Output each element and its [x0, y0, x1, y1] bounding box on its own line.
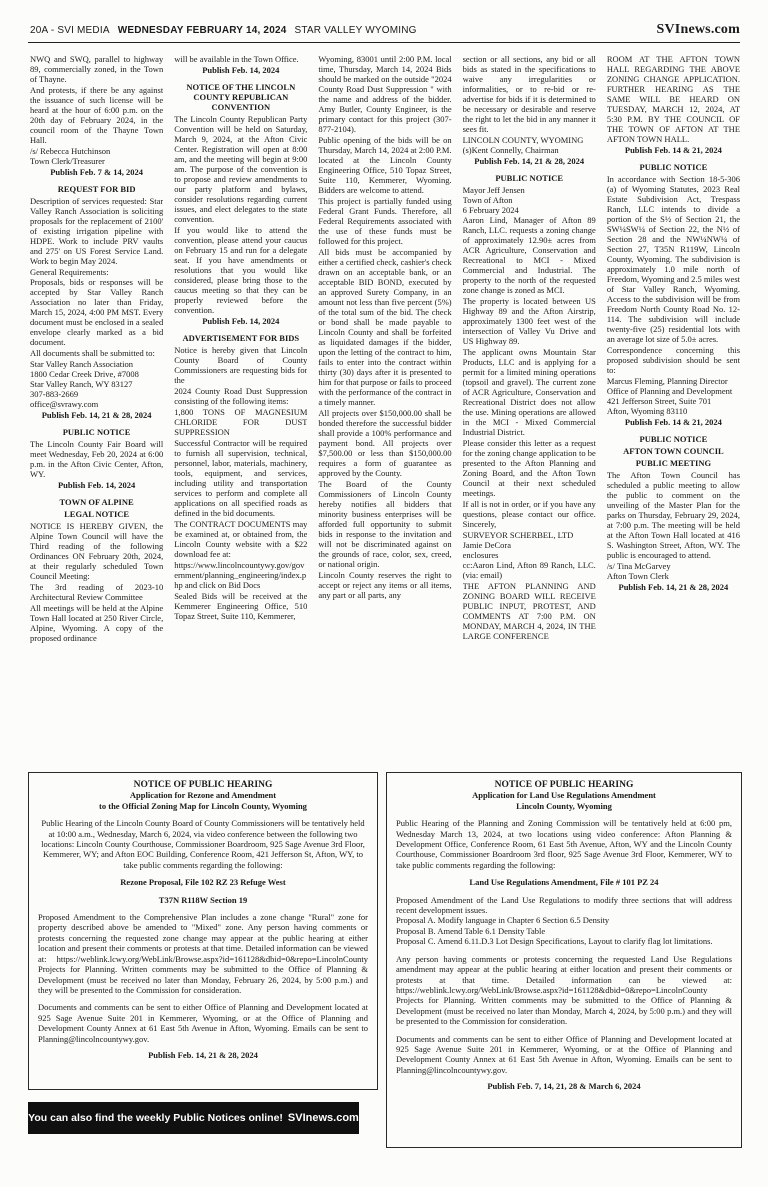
publish-date: Publish Feb. 14, 2024 — [202, 65, 280, 75]
notice-paragraph: All bids must be accompanied by either a certified check, cashier's check drawn on an acceptable bank, or an acceptable BID BOND, executed by an approved Surety Company, in an amount not less than five percent (5%) of the total sum of the bid. The check or bond shall be made payable to Lincoln County and shall be forfeited as liquidated damages if the bidder, upon the letting of the contract to him, fails to enter into the contract within thirty (30) days after it is presented to him for that purpose or fails to proceed with the performance of the contract in a timely manner. — [318, 247, 452, 407]
notice-line: SURVEYOR SCHERBEL, LTD — [462, 530, 574, 540]
publish-date: Publish Feb. 14, 21 & 28, 2024 — [148, 1049, 258, 1060]
notice-paragraph: Please consider this letter as a request for the zoning change application to be presented to the Afton Planning and Zoning Board, and the Afton Town Council at their next scheduled meetings. — [462, 438, 596, 498]
notice-heading: PUBLIC NOTICE — [62, 427, 131, 437]
notice-line: Proposal B. Amend Table 6.1 Density Table — [396, 925, 546, 936]
notice-paragraph: Aaron Lind, Manager of Afton 89 Ranch, LLC. requests a zoning change of approximately 12.90± acres from ACR Agriculture, Conservation and Recreational to MCI - Mixed Commercial and Industrial. The property to the north of the requested zone change is zoned as MCI. — [462, 215, 596, 295]
notice-paragraph: The Board of the County Commissioners of Lincoln County hereby notifies all bidders that minority business enterprises will be afforded full opportunity to submit bids in response to the invitation and will not be discriminated against on the grounds of race, color, sex, creed, or national origin. — [318, 479, 452, 569]
issue-location: STAR VALLEY WYOMING — [294, 25, 417, 36]
notice-heading: NOTICE OF THE LINCOLN COUNTY REPUBLICAN CONVENTION — [186, 82, 296, 112]
notice-heading: PUBLIC NOTICE — [639, 162, 708, 172]
public-hearing-box-rezone — [28, 772, 378, 1090]
notices-columns — [30, 54, 740, 762]
notice-line: Star Valley Ranch Association — [30, 359, 134, 369]
notice-paragraph: Any person having comments or protests concerning the requested Land Use Regulations amendment may appear at the public hearing at either location and present their comments or protests at that time. Detailed information can be viewed at: https://weblink.lcwy.org/WebLink/Browse.aspx?id=161128&dbid=0&repo=LincolnCounty Projects for Planning. Written comments may be submitted to the Office of Planning & Development (must be received no later than Monday, March 4, 2024, by 5:00 p.m.) and they will be presented to the Commission for consideration. — [396, 953, 732, 1027]
notice-box-subtitle: Application for Rezone and Amendment — [129, 790, 277, 801]
notice-line: enclosures — [462, 550, 499, 560]
notice-paragraph: Proposed Amendment to the Comprehensive Plan includes a zone change "Rural" zone for property described above be amended to "Mixed" zone. Any person having comments or protests concerning the requested zone change may appear at the public hearing at either location and present their comments or protests at that time. Detailed information can be viewed at: https://weblink.lcwy.org/WebLink/Browse.aspx?id=161128&dbid=0&repo=LincolnCounty Projects for Planning. Written comments may be submitted to the Office of Planning & Development (must be received no later than Monday, February 26, 2024, by 5:00 p.m.) and they will be presented to the Commission for consideration. — [38, 912, 368, 995]
notice-line: 421 Jefferson Street, Suite 701 — [606, 396, 712, 406]
publish-date: Publish Feb. 14, 2024 — [202, 316, 280, 326]
notices-column-2 — [174, 54, 307, 762]
notice-paragraph: The Lincoln County Republican Party Convention will be held on Saturday, March 9, 2024, at the Afton Civic Center. Registration will open at 8:00 am, and the meeting will begin at 9:00 am. The purpose of the convention is to propose and review amendments to our party platform and bylaws, consider resolutions regarding current issues, and elect delegates to the state convention. — [174, 114, 308, 224]
notices-column-4 — [463, 54, 596, 762]
notice-paragraph: Wyoming, 83001 until 2:00 P.M. local time, Thursday, March 14, 2024 Bids should be marked on the outside "2024 County Road Dust Suppression " with the name and address of the bidder. Amy Butler, County Engineer, is the primary contact for this project (307-877-2104). — [318, 54, 452, 134]
online-notices-banner — [28, 1102, 359, 1134]
notice-paragraph: THE AFTON PLANNING AND ZONING BOARD WILL RECEIVE PUBLIC INPUT, PROTEST, AND COMMENTS AT 7:00 P.M. ON MONDAY, MARCH 4, 2024, IN THE LARGE CONFERENCE — [462, 581, 596, 641]
notice-paragraph: The 3rd reading of 2023-10 Architectural Review Committee — [30, 582, 164, 602]
notice-paragraph: The Lincoln County Fair Board will meet Wednesday, Feb 20, 2024 at 6:00 p.m. in the Afton Civic Center, Afton, WY. — [30, 439, 164, 479]
publish-date: Publish Feb. 14, 21 & 28, 2024 — [41, 410, 152, 420]
notice-paragraph: Lincoln County reserves the right to accept or reject any items or all items, any part or all parts, any — [318, 570, 452, 600]
notice-paragraph: In accordance with Section 18-5-306 (a) of Wyoming Statutes, 2023 Real Estate Subdivision Act, Trespass Ranch, LLC intends to divide a portion of the S½ of Section 21, the SW¼SW¼ of Section 22, the N½ of Section 28 and the NW¼NW¼ of Section 27, T35N R119W, Lincoln County, Wyoming. The subdivision is approximately 1.0 mile north of Freedom, Wyoming and 2.5 miles west of Star Valley Ranch, Wyoming. Access to the subdivision will be from Freedom North County Road No. 12-114. The subdivision will include twenty-five (25) residential lots with an average lot size of 5.0± acres. — [606, 174, 740, 344]
notice-paragraph: If you would like to attend the convention, please attend your caucus on February 15 and run for a delegate seat. If you have amendments or resolutions that you would like considered, please bring those to the caucus meeting so that they can be properly reviewed before the convention. — [174, 225, 308, 315]
notice-line: office@svrawy.com — [30, 399, 99, 409]
notice-box-heading: T37N R118W Section 19 — [158, 894, 248, 905]
notice-paragraph: The property is located between US Highway 89 and the Afton Airstrip, approximately 1300 feet west of the intersection of Valley Vu Drive and US Highway 89. — [462, 296, 596, 346]
notice-heading: AFTON TOWN COUNCIL — [623, 446, 724, 456]
notice-paragraph: All meetings will be held at the Alpine Town Hall located at 250 River Circle, Alpine, Wyoming. A copy of the proposed ordinance — [30, 603, 164, 643]
notice-line: /s/ Tina McGarvey — [606, 561, 671, 571]
notice-line: Office of Planning and Development — [606, 386, 733, 396]
notice-line: Mayor Jeff Jensen — [462, 185, 525, 195]
notice-line: Town Clerk/Treasurer — [30, 156, 105, 166]
notice-paragraph: https://www.lincolncountywy.gov/government/planning_engineering/index.php and click on Bid Docs — [174, 560, 307, 590]
notice-heading: ADVERTISEMENT FOR BIDS — [182, 333, 300, 343]
notices-column-3 — [318, 54, 451, 762]
notice-paragraph: NWQ and SWQ, parallel to highway 89, commercially zoned, in the Town of Thayne. — [30, 54, 164, 84]
notice-paragraph: Sealed Bids will be received at the Kemmerer Engineering Office, 510 Topaz Street, Suite 110, Kemmerer, — [174, 591, 308, 621]
notice-paragraph: The applicant owns Mountain Star Products, LLC and is applying for a permit for a limited mining operations (topsoil and gravel). The current zone of ACR Agriculture, Conservation and Recreational District does not allow the use. Mining operations are allowed in the MCI - Mixed Commercial Industrial District. — [462, 347, 596, 437]
notice-box-title: NOTICE OF PUBLIC HEARING — [133, 780, 273, 790]
notice-heading: REQUEST FOR BID — [57, 184, 136, 194]
banner-site-name: SVInews.com — [287, 1112, 359, 1124]
notice-paragraph: And protests, if there be any against the issuance of such license will be heard at the hour of 6:00 p.m. on the 20th day of February 2024, in the council room of the Thayne Town Hall. — [30, 85, 164, 145]
publish-date: Publish Feb. 7 & 14, 2024 — [50, 167, 143, 177]
notice-paragraph: Public opening of the bids will be on Thursday, March 14, 2024 at 2:00 P.M. located at the Lincoln County Engineering Office, 510 Topaz Street, Suite 110, Kemmerer, Wyoming. Bidders are welcome to attend. — [318, 135, 452, 195]
notice-box-subtitle: Lincoln County, Wyoming — [516, 800, 612, 811]
publish-date: Publish Feb. 14, 21 & 28, 2024 — [474, 156, 585, 166]
notice-box-subtitle: to the Official Zoning Map for Lincoln County, Wyoming — [99, 800, 307, 811]
notice-paragraph: will be available in the Town Office. — [174, 54, 299, 64]
notice-line: Afton, Wyoming 83110 — [606, 406, 688, 416]
notice-line: LINCOLN COUNTY, WYOMING — [462, 135, 584, 145]
notice-paragraph: cc:Aaron Lind, Afton 89 Ranch, LLC. (via: email) — [462, 560, 596, 580]
notice-paragraph: Description of services requested: Star Valley Ranch Association is soliciting proposals for the replacement of 2100' of existing irrigation pipeline with HDPE. Work to include PRV vaults and 275' on US Forest Service Land. Work to begin May 2024. — [30, 196, 164, 266]
notice-paragraph: Proposed Amendment of the Land Use Regulations to modify three sections that will address recent development issues. — [396, 894, 732, 916]
page-header — [30, 22, 740, 38]
notice-paragraph: ROOM AT THE AFTON TOWN HALL REGARDING THE ABOVE ZONING CHANGE APPLICATION. FURTHER HEARING AS THE SAME WILL BE HEARD ON TUESDAY, MARCH 12, 2024, AT 5:30 P.M. BY THE COUNCIL OF THE TOWN OF AFTON AT THE AFTON TOWN HALL. — [606, 54, 740, 144]
notice-line: Marcus Fleming, Planning Director — [606, 376, 728, 386]
public-hearing-box-land-use — [386, 772, 742, 1148]
notice-paragraph: Documents and comments can be sent to either Office of Planning and Development located at 925 Sage Avenue Suite 201 in Kemmerer, Wyoming, or at the Office of Planning and Development County Annex at 61 East 5th Avenue in Afton, Wyoming. Emails can be sent to Planning@lincolncountywy.gov. — [396, 1033, 732, 1075]
notice-paragraph: This project is partially funded using Federal Grant Funds. Therefore, all Federal Requirements associated with the use of these funds must be followed for this project. — [318, 196, 452, 246]
notice-paragraph: Correspondence concerning this proposed subdivision should be sent to: — [606, 345, 740, 375]
publish-date: Publish Feb. 14, 2024 — [57, 480, 136, 490]
folio-line — [30, 25, 422, 36]
notice-line: /s/ Rebecca Hutchinson — [30, 146, 111, 156]
publish-date: Publish Feb. 14, 21 & 28, 2024 — [618, 582, 729, 592]
notice-line: Star Valley Ranch, WY 83127 — [30, 379, 133, 389]
publish-date: Publish Feb. 14 & 21, 2024 — [624, 417, 722, 427]
banner-text: You can also find the weekly Public Notices online! — [28, 1112, 283, 1124]
notice-paragraph: NOTICE IS HEREBY GIVEN, the Alpine Town Council will have the Third reading of the following Ordinances ON February 20th, 2024, at their regularly scheduled Town Council Meeting: — [30, 521, 164, 581]
notice-box-subtitle: Application for Land Use Regulations Amendment — [472, 790, 656, 801]
notices-column-5 — [607, 54, 740, 762]
notice-line: Jamie DeCora — [462, 540, 511, 550]
notice-line: 307-883-2669 — [30, 389, 79, 399]
notice-heading: TOWN OF ALPINE — [59, 497, 134, 507]
notice-box-heading: Rezone Proposal, File 102 RZ 23 Refuge West — [120, 877, 286, 888]
notice-box-heading: Land Use Regulations Amendment, File # 101 PZ 24 — [469, 877, 659, 888]
site-name: SVInews.com — [656, 22, 740, 37]
header-rule — [28, 42, 740, 43]
notice-paragraph: All projects over $150,000.00 shall be bonded therefore the successful bidder shall provide a 100% performance and payment bond. All projects over $7,500.00 or less than $150,000.00 requires a form of guarantee as approved by the County. — [318, 408, 452, 478]
notice-paragraph: Proposals, bids or responses will be accepted by Star Valley Ranch Association no later than Friday, March 15, 2024, 4:00 PM MST. Every document must be enclosed in a sealed envelope clearly marked as a bid document. — [30, 277, 164, 347]
notice-paragraph: The CONTRACT DOCUMENTS may be examined at, or obtained from, the Lincoln County website with a $22 download fee at: — [174, 519, 308, 559]
notice-line: (s)Kent Connelly, Chairman — [462, 145, 559, 155]
notice-paragraph: Notice is hereby given that Lincoln County Board of County Commissioners are requesting bids for the — [174, 345, 308, 385]
notice-paragraph: Public Hearing of the Planning and Zoning Commission will be tentatively held at 6:00 pm, Wednesday March 13, 2024, at two locations using video conference: Afton Planning & Development Office, Conference Room, 61 East 5th Avenue, Afton, WY and the Lincoln County Courthouse, Commissioner Boardroom 3rd floor, 925 Sage Avenue 3rd Floor, Kemmerer, WY to take public comments regarding the following: — [396, 818, 732, 870]
page-number: 20A - SVI MEDIA — [30, 25, 110, 36]
notice-line: General Requirements: — [30, 267, 109, 277]
notice-line: 1800 Cedar Creek Drive, #7008 — [30, 369, 139, 379]
notice-paragraph: 1,800 TONS OF MAGNESIUM CHLORIDE FOR DUST SUPPRESSION — [174, 407, 308, 437]
notice-paragraph: Successful Contractor will be required to furnish all supervision, technical, personnel, labor, materials, machinery, tools, equipment, and services, including utility and transportation services to perform and complete all applications on all specified roads as defined in the bid documents. — [174, 438, 308, 518]
notice-line: Proposal A. Modify language in Chapter 6 Section 6.5 Density — [396, 915, 610, 926]
notice-box-paragraph: Public Hearing of the Lincoln County Board of County Commissioners will be tentatively held at 10:00 a.m., Wednesday, March 6, 2024, via video conference between the following two locations: Lincoln County Courthouse, Commissioner Boardroom, 925 Sage Avenue 3rd Floor, Kemmerer, WY; and Afton EOC Building, Conference Room, 421 Jefferson St, Afton, WY, to take public comments regarding the following: — [41, 818, 365, 870]
notice-paragraph: Documents and comments can be sent to either Office of Planning and Development located at 925 Sage Avenue Suite 201 in Kemmerer, Wyoming, or at the Office of Planning and Development County Annex at 61 East 5th Avenue in Afton, Wyoming. Emails can be sent to Planning@lincolncountywy.gov. — [38, 1002, 368, 1044]
notice-line: 6 February 2024 — [462, 205, 519, 215]
notices-column-1 — [30, 54, 163, 762]
notice-box-title: NOTICE OF PUBLIC HEARING — [494, 780, 634, 790]
publish-date: Publish Feb. 14 & 21, 2024 — [624, 145, 722, 155]
notice-paragraph: 2024 County Road Dust Suppression consisting of the following items: — [174, 386, 308, 406]
notice-paragraph: The Afton Town Council has scheduled a public meeting to allow the public to comment on the unveiling of the Master Plan for the parks on Thursday, February 29, 2024, at 7:00 p.m. The meeting will be held at the Afton Town Hall located at 416 S. Washington Street, Afton, WY. The public is encouraged to attend. — [606, 470, 740, 560]
notice-paragraph: section or all sections, any bid or all bids as stated in the specifications to waive any irregularities or informalities, or to re-bid or re-advertise for bids if it is determined to be necessary or desirable and reserve the right to let the bid in any manner it sees fit. — [462, 54, 596, 134]
notice-line: Proposal C. Amend 6.11.D.3 Lot Design Specifications, Layout to clarify flag lot limitations. — [396, 936, 713, 947]
notice-heading: PUBLIC NOTICE — [639, 434, 708, 444]
notice-paragraph: All documents shall be submitted to: — [30, 348, 155, 358]
notice-heading: PUBLIC NOTICE — [495, 173, 564, 183]
notice-heading: LEGAL NOTICE — [64, 509, 130, 519]
notice-heading: PUBLIC MEETING — [635, 458, 712, 468]
notice-line: Town of Afton — [462, 195, 513, 205]
notice-paragraph: If all is not in order, or if you have any questions, please contact our office. Sincerely, — [462, 499, 596, 529]
issue-date: WEDNESDAY FEBRUARY 14, 2024 — [117, 25, 287, 36]
notice-line: Afton Town Clerk — [606, 571, 669, 581]
publish-date: Publish Feb. 7, 14, 21, 28 & March 6, 2024 — [487, 1081, 641, 1092]
